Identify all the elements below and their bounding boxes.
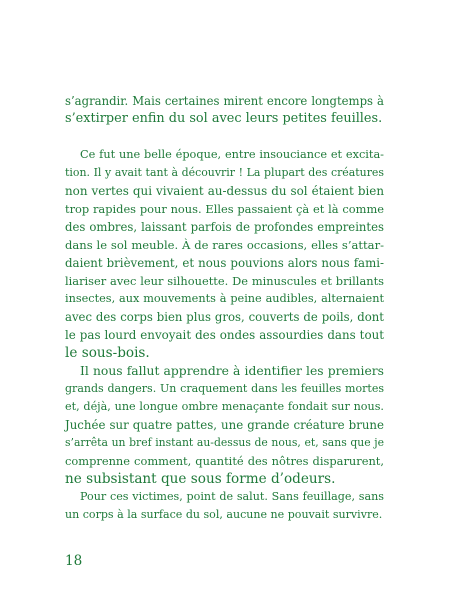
text-line: non vertes qui vivaient au-dessus du sol étaient bien <box>65 184 384 198</box>
text-line: insectes, aux mouvements à peine audibles, alternaient <box>65 292 384 305</box>
text-line: s’extirper enfin du sol avec leurs petites feuilles. <box>65 111 383 126</box>
text-line: dans le sol meuble. À de rares occasions, elles s’attar- <box>65 238 384 252</box>
text-line: le sous-bois. <box>65 345 150 361</box>
text-line: le pas lourd envoyait des ondes assourdies dans tout <box>65 328 384 342</box>
text-line: grands dangers. Un craquement dans les feuilles mortes <box>65 382 384 395</box>
text-line: ne subsistant que sous forme d’odeurs. <box>65 471 336 487</box>
text-line: s’agrandir. Mais certaines mirent encore longtemps à <box>65 94 384 108</box>
text-line: comprenne comment, quantité des nôtres disparurent, <box>65 454 384 468</box>
text-line: un corps à la surface du sol, aucune ne pouvait survivre. <box>65 508 383 521</box>
page-number: 18 <box>65 553 83 569</box>
text-line: et, déjà, une longue ombre menaçante fondait sur nous. <box>65 400 384 413</box>
text-line: daient brièvement, et nous pouvions alors nous fami- <box>65 256 384 270</box>
text-line: tion. Il y avait tant à découvrir ! La plupart des créatures <box>65 166 384 179</box>
text-line: trop rapides pour nous. Elles passaient çà et là comme <box>65 202 384 216</box>
text-line: Pour ces victimes, point de salut. Sans feuillage, sans <box>80 490 384 503</box>
text-line: liariser avec leur silhouette. De minuscules et brillants <box>65 274 384 288</box>
text-line: s’arrêta un bref instant au-dessus de nous, et, sans que je <box>65 436 384 449</box>
text-line: des ombres, laissant parfois de profondes empreintes <box>65 220 384 234</box>
text-line: avec des corps bien plus gros, couverts de poils, dont <box>65 310 384 324</box>
text-line: Ce fut une belle époque, entre insouciance et excita- <box>80 148 384 161</box>
text-line: Il nous fallut apprendre à identifier les premiers <box>80 364 384 378</box>
text-line: Juchée sur quatre pattes, une grande créature brune <box>65 418 384 432</box>
